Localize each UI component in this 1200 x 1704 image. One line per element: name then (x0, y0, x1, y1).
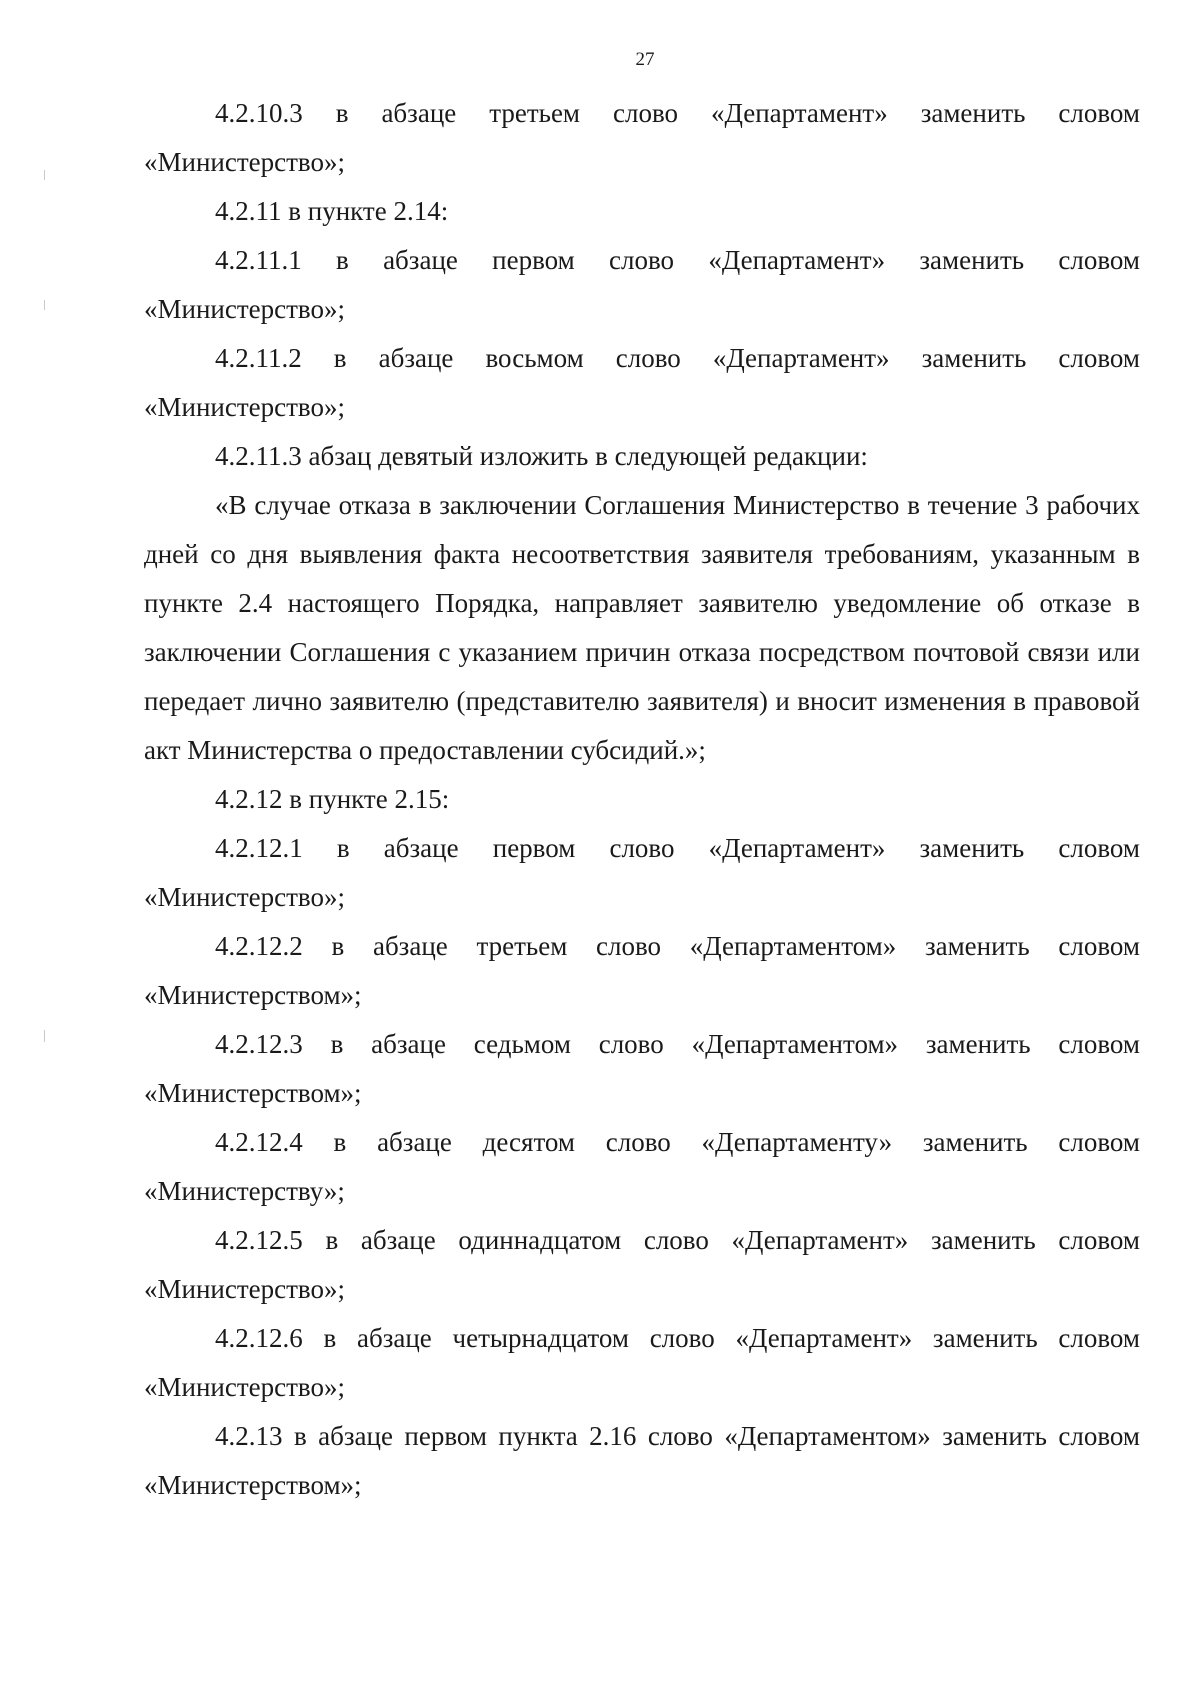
paragraph-4-2-11-1: 4.2.11.1 в абзаце первом слово «Департамент» заменить словом «Министерство»; (144, 245, 1140, 324)
paragraph-4-2-12-5: 4.2.12.5 в абзаце одиннадцатом слово «Департамент» заменить словом «Министерство»; (144, 1225, 1140, 1304)
paragraph-4-2-12-4: 4.2.12.4 в абзаце десятом слово «Департаменту» заменить словом «Министерству»; (144, 1127, 1140, 1206)
quoted-paragraph: «В случае отказа в заключении Соглашения Министерство в течение 3 рабочих дней со дня выявления факта несоответствия заявителя требованиям, указанным в пункте 2.4 настоящего Порядка, направляет заявителю уведомление об отказе в заключении Соглашения с указанием причин отказа посредством почтовой связи или передает лично заявителю (представителю заявителя) и вносит изменения в правовой акт Министерства о предоставлении субсидий.»; (144, 490, 1140, 765)
paragraph-4-2-11-3: 4.2.11.3 абзац девятый изложить в следующей редакции: (215, 441, 868, 471)
paragraph-4-2-13: 4.2.13 в абзаце первом пункта 2.16 слово «Департаментом» заменить словом «Министерством»; (144, 1421, 1140, 1500)
scan-margin-mark (44, 170, 45, 180)
document-body (144, 89, 1140, 1510)
paragraph-4-2-11-2: 4.2.11.2 в абзаце восьмом слово «Департамент» заменить словом «Министерство»; (144, 343, 1140, 422)
paragraph-4-2-11: 4.2.11 в пункте 2.14: (215, 196, 449, 226)
paragraph-4-2-10-3: 4.2.10.3 в абзаце третьем слово «Департамент» заменить словом «Министерство»; (144, 98, 1140, 177)
scan-margin-mark (44, 300, 45, 310)
page-number: 27 (635, 49, 655, 70)
paragraph-4-2-12-6: 4.2.12.6 в абзаце четырнадцатом слово «Департамент» заменить словом «Министерство»; (144, 1323, 1140, 1402)
paragraph-4-2-12-2: 4.2.12.2 в абзаце третьем слово «Департаментом» заменить словом «Министерством»; (144, 931, 1140, 1010)
paragraph-4-2-12-1: 4.2.12.1 в абзаце первом слово «Департамент» заменить словом «Министерство»; (144, 833, 1140, 912)
paragraph-4-2-12: 4.2.12 в пункте 2.15: (215, 784, 450, 814)
paragraph-4-2-12-3: 4.2.12.3 в абзаце седьмом слово «Департаментом» заменить словом «Министерством»; (144, 1029, 1140, 1108)
scan-margin-mark (44, 1030, 45, 1042)
